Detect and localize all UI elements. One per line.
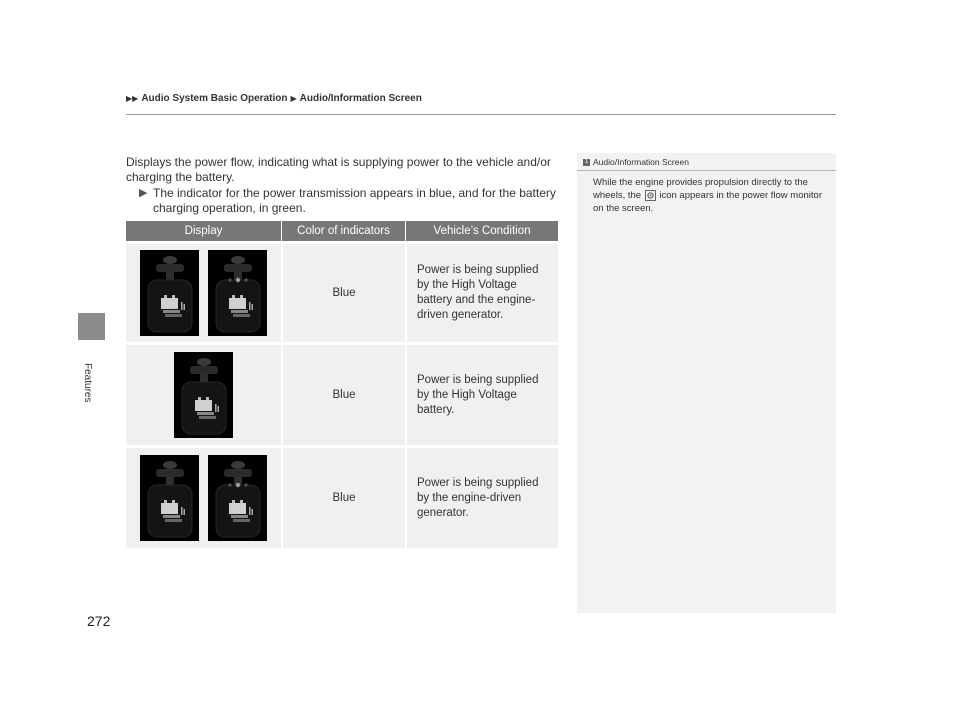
header-condition: Vehicle’s Condition <box>405 221 558 241</box>
table-row <box>126 345 558 445</box>
sidebar-text-part: While the engine provides propulsion directly to the wheels, the <box>593 177 808 201</box>
breadcrumb-arrow-icon: ▶▶ <box>126 94 139 103</box>
section-tab <box>78 313 105 340</box>
breadcrumb-item-audio-screen[interactable]: Audio/Information Screen <box>299 93 422 104</box>
header-rule <box>126 114 836 115</box>
power-flow-monitor-image <box>208 455 267 541</box>
breadcrumb <box>126 93 422 104</box>
display-cell <box>126 244 281 342</box>
intro-text: Displays the power flow, indicating what is supplying power to the vehicle and/or charging the battery. <box>126 155 551 184</box>
header-display: Display <box>184 225 223 237</box>
sidebar-title: Audio/Information Screen <box>593 157 689 167</box>
power-flow-monitor-image <box>174 352 233 438</box>
sidebar-text-part: icon appears in the power flow monitor on the screen. <box>593 190 822 214</box>
section-label: Features <box>82 363 93 403</box>
color-cell: Blue <box>281 345 405 445</box>
intro-section <box>126 155 558 216</box>
condition-cell: Power is being supplied by the High Voltage battery. <box>405 345 558 445</box>
display-cell <box>126 345 281 445</box>
table-header <box>126 221 558 241</box>
power-flow-monitor-image <box>140 455 199 541</box>
table-row <box>126 244 558 342</box>
header-color: Color of indicators <box>281 221 405 241</box>
condition-cell: Power is being supplied by the High Voltage battery and the engine-driven generator. <box>405 244 558 342</box>
reference-number-icon: 1 <box>584 158 589 165</box>
sidebar-text <box>577 171 836 215</box>
intro-note-text: The indicator for the power transmission appears in blue, and for the battery charging operation, in green. <box>153 186 556 215</box>
page-number: 272 <box>87 613 111 629</box>
power-flow-monitor-image <box>140 250 199 336</box>
breadcrumb-item-audio-system[interactable]: Audio System Basic Operation <box>141 93 288 104</box>
power-flow-monitor-image <box>208 250 267 336</box>
power-flow-table <box>126 221 558 548</box>
breadcrumb-arrow-icon: ▶ <box>290 94 297 103</box>
condition-cell: Power is being supplied by the engine-driven generator. <box>405 448 558 548</box>
intro-note <box>139 186 558 216</box>
gear-icon <box>645 190 656 201</box>
note-arrow-icon: ▶ <box>139 187 148 199</box>
display-cell <box>126 448 281 548</box>
color-cell: Blue <box>281 244 405 342</box>
sidebar-header <box>577 153 836 171</box>
table-row <box>126 448 558 548</box>
reference-sidebar <box>577 153 836 613</box>
color-cell: Blue <box>281 448 405 548</box>
